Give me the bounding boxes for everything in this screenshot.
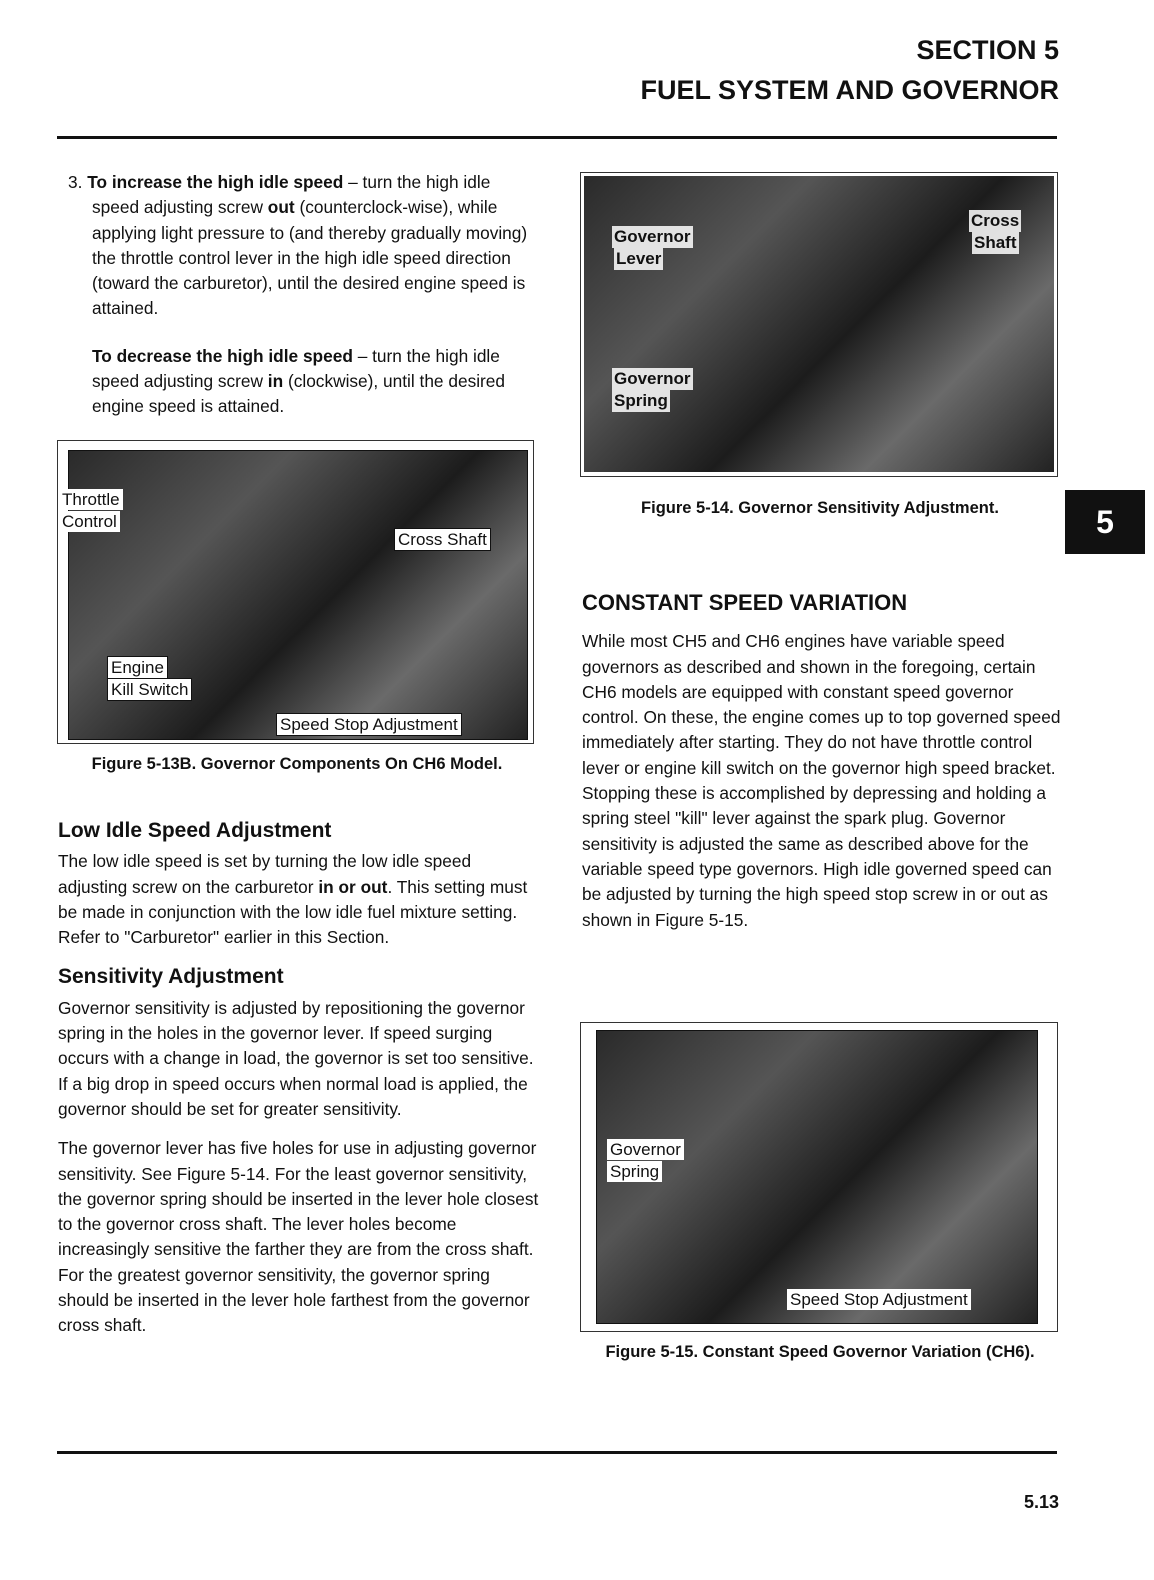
footer-divider (57, 1451, 1057, 1454)
label-kill-switch: Kill Switch (107, 678, 192, 701)
figure-5-13b-caption: Figure 5-13B. Governor Components On CH6 Model. (91, 755, 503, 773)
constant-speed-heading: CONSTANT SPEED VARIATION (582, 590, 908, 615)
text: . This setting must be made in conjunction with the low idle fuel mixture setting. Refer to "Carburetor" earlier in this Section. (58, 876, 528, 948)
constant-speed-paragraph: While most CH5 and CH6 engines have variable speed governors as described and shown in the foregoing, certain CH6 models are equipped with constant speed governor control. On these, the engine comes up to top governed speed immediately after starting. They do not have throttle control lever or engine kill switch on the governor high speed bracket. Stopping these is accomplished by depressing and holding a spring steel "kill" lever against the spark plug. Governor sensitivity is adjusted the same as described above for the variable speed type governors. High idle governed speed can be adjusted by turning the high speed stop screw in or out as shown in Figure 5-15. (582, 631, 1061, 930)
text: (counterclock-wise), while applying light pressure to (and thereby gradually moving) the throttle control lever in the high idle speed direction (toward the carburetor), until the desired engine speed is attained. (92, 197, 528, 319)
bold-text: in (267, 371, 284, 392)
label-spring: Spring (614, 391, 668, 410)
label-control: Control (59, 511, 120, 532)
section-tab: 5 (1065, 490, 1145, 554)
right-column (582, 580, 1062, 947)
text: (clockwise), until the desired engine speed is attained. (92, 371, 506, 417)
label-spring: Spring (607, 1161, 662, 1182)
decrease-paragraph (62, 344, 540, 420)
label-cross-shaft: Cross Shaft (394, 528, 491, 551)
figure-5-15-caption: Figure 5-15. Constant Speed Governor Variation (CH6). (605, 1343, 1035, 1361)
step-number: 3. (68, 172, 83, 192)
low-idle-heading: Low Idle Speed Adjustment (58, 819, 332, 842)
label-cross: Cross (971, 211, 1020, 230)
label-lever: Lever (616, 249, 662, 268)
sensitivity-paragraph-2: The governor lever has five holes for use in adjusting governor sensitivity. See Figure 5-14. For the least governor sensitivity, the governor spring should be inserted in the lever hole closest to the governor cross shaft. The lever holes become increasingly sensitive the farther they are from the cross shaft. For the greatest governor sensitivity, the governor spring should be inserted in the lever hole farthest from the governor cross shaft. (58, 1138, 539, 1336)
bold-text: out (267, 197, 295, 218)
bold-text: To decrease the high idle speed (92, 345, 353, 366)
figure-5-14-photo (584, 176, 1054, 472)
label-speed-stop: Speed Stop Adjustment (787, 1289, 971, 1310)
label-governor-lever: Governor (614, 227, 691, 246)
page-number: 5.13 (1023, 1492, 1059, 1512)
bold-text: in or out (318, 876, 388, 897)
left-column-lower (58, 808, 540, 1353)
text: – turn the high idle speed adjusting screw (92, 172, 491, 218)
bold-text: To increase the high idle speed (87, 172, 344, 192)
figure-5-15-photo (596, 1030, 1038, 1324)
section-title: FUEL SYSTEM AND GOVERNOR (640, 75, 1059, 105)
label-shaft: Shaft (974, 233, 1017, 252)
label-governor: Governor (607, 1139, 684, 1160)
left-column (62, 170, 540, 434)
step-3 (62, 170, 540, 322)
text: The low idle speed is set by turning the low idle speed adjusting screw on the carburetor (58, 851, 472, 897)
label-engine: Engine (107, 656, 168, 679)
label-governor-spring: Governor (614, 369, 691, 388)
header-divider (57, 136, 1057, 139)
sensitivity-paragraph-1: Governor sensitivity is adjusted by repositioning the governor spring in the holes in the governor lever. If speed surging occurs with a change in load, the governor is set too sensitive. If a big drop in speed occurs when normal load is applied, the governor should be set for greater sensitivity. (58, 997, 534, 1119)
label-speed-stop: Speed Stop Adjustment (276, 713, 462, 736)
low-idle-paragraph (58, 849, 540, 950)
sensitivity-heading: Sensitivity Adjustment (58, 965, 284, 989)
figure-5-14-caption: Figure 5-14. Governor Sensitivity Adjustment. (641, 499, 999, 517)
figure-5-13b-photo (62, 450, 528, 740)
section-number: SECTION 5 (916, 35, 1059, 65)
text: – turn the high idle speed adjusting screw (92, 345, 500, 392)
label-throttle: Throttle (59, 489, 123, 510)
